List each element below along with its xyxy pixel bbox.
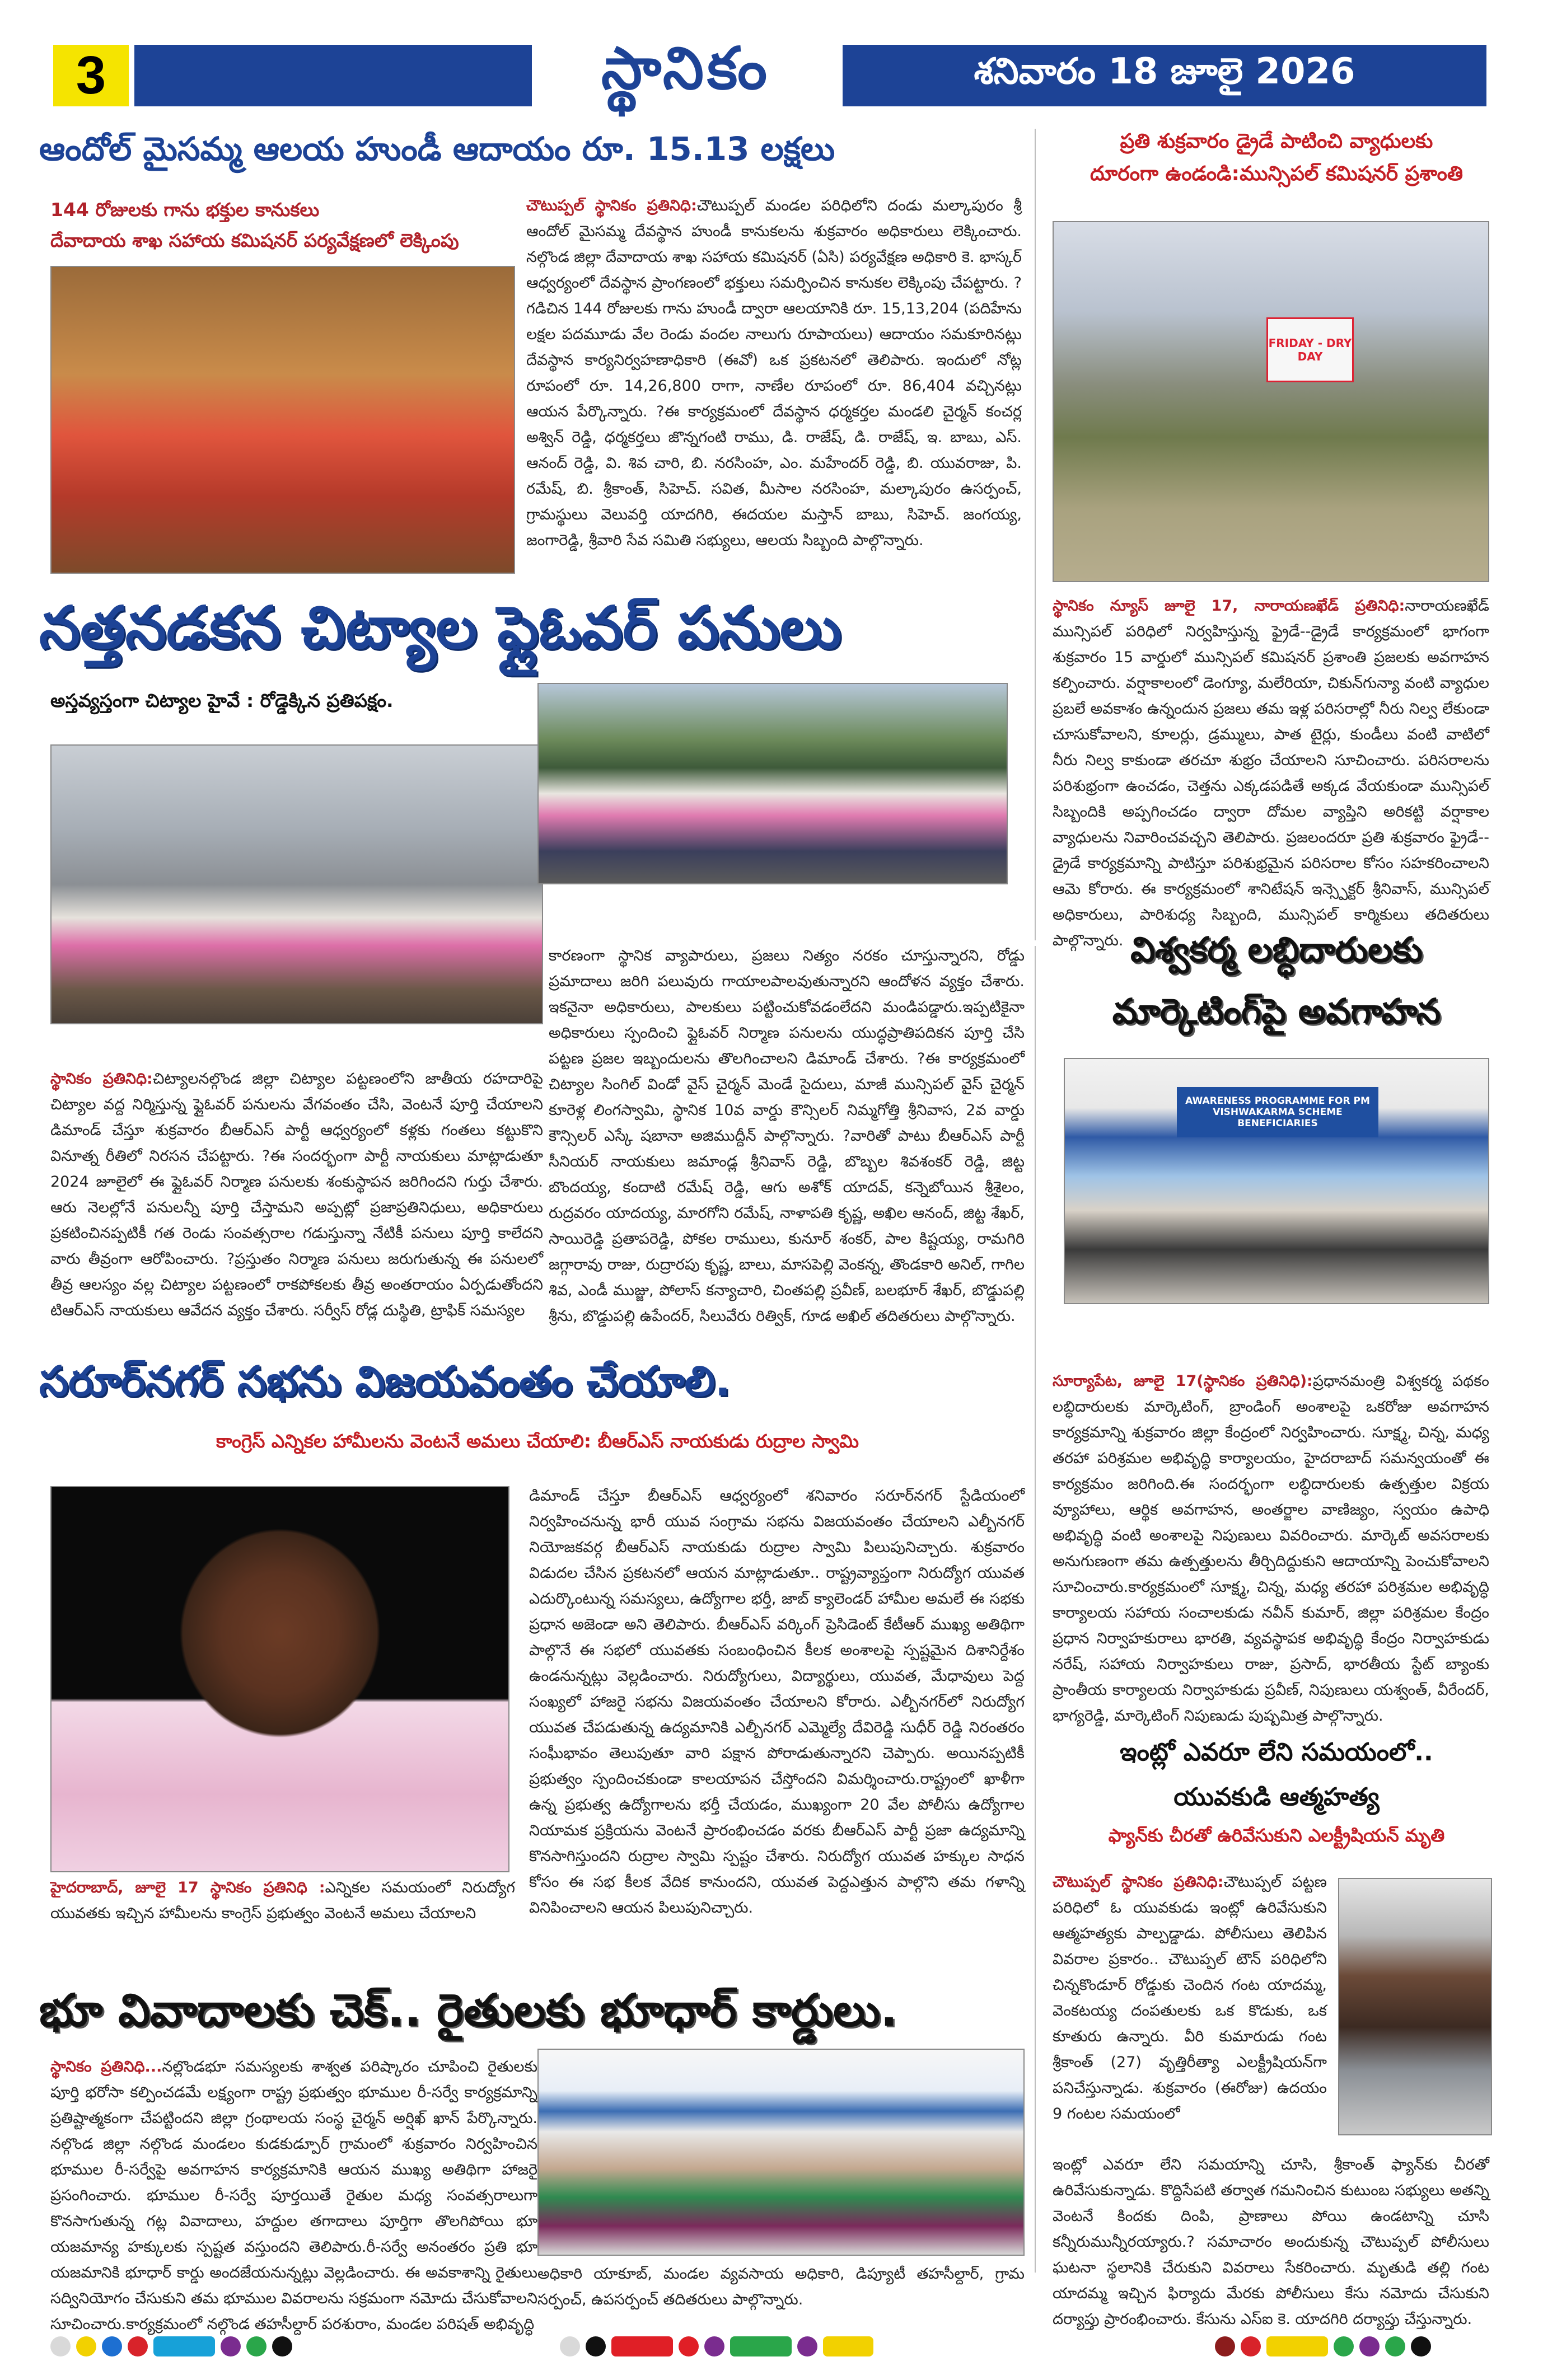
color-dot [50, 2336, 71, 2356]
dryday-photo [1053, 221, 1489, 582]
color-dot [102, 2336, 122, 2356]
article7-text-left: నల్లొండభూ సమస్యలకు శాశ్వత పరిష్కారం చూపించి రైతులకు పూర్తి భరోసా కల్పించడమే లక్ష్యంగా రాష్ట్ర ప్రభుత్వం భూముల రీ-సర్వే కార్యక్రమాన్ని ప్రతిష్టాత్మకంగా చేపట్టిందని జిల్లా గ్రంథాలయ సంస్థ చైర్మన్ అర్షిఖ్ ఖాన్ పేర్కొన్నారు. నల్గొండ జిల్లా నల్గొండ మండలం కుడకుడ్పూర్ గ్రామంలో శుక్రవారం నిర్వహించిన భూముల రీ-సర్వేపై అవగాహన కార్యక్రమానికి ఆయన ముఖ్య అతిథిగా హాజరై ప్రసంగించారు. భూముల రీ-సర్వే పూర్తయితే రైతుల మధ్య సంవత్సరాలుగా కొనసాగుతున్న గట్ల వివాదాలు, హద్దుల తగాదాలు పూర్తిగా తొలగిపోయి భూ యజమాన్య హక్కులకు స్పష్టత వస్తుందని తెలిపారు.రీ-సర్వే అనంతరం ప్రతి భూ యజమానికి భూధార్ కార్డు అందజేయనున్నట్లు వెల్లడించారు. ఈ అవకాశాన్ని రైతులు సద్వినియోగం చేసుకుని తమ భూముల వివరాలను సక్రమంగా నమోదు చేసుకోవాలని సూచించారు.కార్యక్రమంలో నల్గొండ తహసీల్దార్ పరశురాం, మండల పరిషత్ అభివృద్ధి [50, 2058, 538, 2333]
color-dot [128, 2336, 148, 2356]
article3-body-right: కారణంగా స్థానిక వ్యాపారులు, ప్రజలు నిత్యం నరకం చూస్తున్నారని, రోడ్డు ప్రమాదాలు జరిగి పలువురు గాయాలపాలవుతున్నారని ఆందోళన వ్యక్తం చేశారు. ఇకనైనా అధికారులు, పాలకులు పట్టించుకోవడంలేదని మండిపడ్డారు.ఇప్పటికైనా అధికారులు స్పందించి ఫ్లైఓవర్ నిర్మాణ పనులను యుద్ధప్రాతిపదికన పూర్తి చేసి పట్టణ ప్రజల ఇబ్బందులను తొలగించాలని డిమాండ్ చేశారు. ?ఈ కార్యక్రమంలో చిట్యాల సింగిల్ విండో వైస్ చైర్మన్ మెండే సైదులు, మాజీ మున్సిపల్ వైస్ చైర్మన్ కూరెళ్ల లింగస్వామి, స్థానిక 10వ వార్డు కౌన్సిలర్ నిమ్మగోత్తి శ్రీనివాస, 2వ వార్డు కౌన్సిలర్ ఎస్కే షబానా అజిముద్దీన్ పాల్గొన్నారు. ?వారితో పాటు బీఆర్ఎస్ పార్టీ సీనియర్ నాయకులు జమాండ్ల శ్రీనివాస్ రెడ్డి, బొబ్బల శివశంకర్ రెడ్డి, జిట్ట బొందయ్య, కందాటి రమేష్ రెడ్డి, ఆగు అశోక్ యాదవ్, కన్నెబోయిన శ్రీశైలం, రుద్రవరం యాదయ్య, మారగోని రమేష్, నాళాపతి కృష్ణ, అఖిల ఆనంద్, జిట్ట శేఖర్, సాయిరెడ్డి ప్రతాపరెడ్డి, పోకల రాములు, కునూర్ శంకర్, పాల కిష్టయ్య, రామగిరి జగ్గారావు రాజు, రుద్రారపు కృష్ణ, బాలు, మాసపెల్లి వెంకన్న, తొండకారి అనిల్, గాగిల శివ, ఎండీ ముజ్జు, పోలాస్ కన్యాచారి, చింతపల్లి ప్రవీణ్, బలభూర్ శేఖర్, బొడ్డుపల్లి శ్రీను, బొడ్డుపల్లి ఉపేందర్, సిలువేరు రిత్విక్, గూడ అఖిల్ తదితరులు పాల్గొన్నారు. [549, 947, 1025, 1325]
article2-headline-1: ప్రతి శుక్రవారం డ్రైడే పాటించి వ్యాధులకు [1120, 130, 1433, 153]
color-dot [246, 2336, 266, 2356]
article4-headline-1: విశ్వకర్మ లబ్ధిదారులకు [1130, 929, 1423, 970]
article3-text-left: చిట్యాలనల్గొండ జిల్లా చిట్యాల పట్టణంలోని జాతీయ రహదారిపై చిట్యాల వద్ద నిర్మిస్తున్న ఫ్లైఓవర్ పనులను వేగవంతం చేసి, వెంటనే పూర్తి చేయాలని డిమాండ్ చేస్తూ శుక్రవారం బీఆర్ఎస్ పార్టీ ఆధ్వర్యంలో కళ్లకు గంతలు కట్టుకొని వినూత్న రీతిలో నిరసన చేపట్టారు. ?ఈ సందర్భంగా పార్టీ నాయకులు మాట్లాడుతూ 2024 జూలైలో ఈ ఫ్లైఓవర్ నిర్మాణ పనులకు శంకుస్థాపన జరిగిందని గుర్తు చేశారు. ఆరు నెలల్లోనే పనులన్నీ పూర్తి చేస్తామని అప్పట్లో ప్రజాప్రతినిధులు, అధికారులు ప్రకటించినప్పటికీ గత రెండు సంవత్సరాల గడుస్తున్నా నేటికీ పనులు పూర్తి కాలేదని వారు తీవ్రంగా ఆరోపించారు. ?ప్రస్తుతం నిర్మాణ పనులు జరుగుతున్న ఈ పనులలో తీవ్ర ఆలస్యం వల్ల చిట్యాల పట్టణంలో రాకపోకలకు తీవ్ర అంతరాయం ఏర్పడుతోందని టిఆర్ఎస్ నాయకులు ఆవేదన వ్యక్తం చేశారు. సర్వీస్ రోడ్ల దుస్థితి, ట్రాఫిక్ సమస్యల [50, 1070, 543, 1319]
article5-body-left [50, 1875, 515, 1953]
article3-headline: నత్తనడకన చిట్యాల ఫ్లైఓవర్ పనులు [39, 593, 841, 662]
masthead-date: శనివారం 18 జూలై 2026 [843, 45, 1486, 106]
article3-dateline: స్థానికం ప్రతినిధి: [50, 1070, 153, 1088]
column-divider [1035, 946, 1036, 2273]
color-dot [272, 2336, 292, 2356]
vishwakarma-meeting-photo [1064, 1058, 1489, 1304]
article4-dateline: సూర్యాపేట, జూలై 17(స్థానికం ప్రతినిధి): [1053, 1372, 1313, 1390]
color-dot [560, 2336, 580, 2356]
color-dot [221, 2336, 241, 2356]
protest-march-photo [537, 683, 1008, 884]
article7-headline: భూ వివాదాలకు చెక్.. రైతులకు భూధార్ కార్డులు. [39, 1984, 897, 2036]
bhoodhar-meeting-photo [537, 2049, 1025, 2256]
color-dot [76, 2336, 96, 2356]
color-dot [586, 2336, 606, 2356]
color-dot [1241, 2336, 1261, 2356]
article5-headline: సరూర్‌నగర్ సభను విజయవంతం చేయాలి. [39, 1357, 731, 1405]
masthead-band-left [134, 45, 532, 106]
article2-dateline: స్థానికం న్యూస్ జూలై 17, నారాయణఖేడ్ ప్రతినిధి: [1053, 597, 1405, 615]
color-bar [153, 2336, 215, 2356]
article3-subhead: అస్తవ్యస్తంగా చిట్యాల హైవే : రోడ్డెక్కిన ప్రతిపక్షం. [50, 690, 394, 711]
color-bar [611, 2336, 673, 2356]
dryday-banner: FRIDAY - DRY DAY [1266, 317, 1354, 382]
article1-headline: ఆందోల్ మైసమ్మ ఆలయ హుండీ ఆదాయం రూ. 15.13 లక్షలు [39, 130, 835, 168]
color-dot [1385, 2336, 1405, 2356]
color-dot [1411, 2336, 1431, 2356]
article6-text-top: చౌటుప్పల్ పట్టణ పరిధిలో ఓ యువకుడు ఇంట్లో ఉరివేసుకుని ఆత్మహత్యకు పాల్పడ్డాడు. పోలీసులు తెలిపిన వివరాల ప్రకారం.. చౌటుప్పల్ టౌన్ పరిధిలోని చిన్నకొండూర్ రోడ్డుకు చెందిన గంట యాదమ్మ, వెంకటయ్య దంపతులకు ఒక కొడుకు, ఒక కూతురు ఉన్నారు. వీరి కుమారుడు గంట శ్రీకాంత్ (27) వృత్తిరీత్యా ఎలక్ట్రీషియన్‌గా పనిచేస్తున్నాడు. శుక్రవారం (ఈరోజు) ఉదయం 9 గంటల సమయంలో [1053, 1873, 1327, 2123]
article4-headline-2: మార్కెటింగ్‌పై అవగాహన [1112, 991, 1441, 1032]
protest-sitin-photo [50, 744, 543, 1024]
victim-photo [1338, 1878, 1492, 2135]
color-dot [1334, 2336, 1354, 2356]
article5-dateline: హైదరాబాద్, జూలై 17 స్థానికం ప్రతినిధి : [50, 1879, 325, 1896]
color-bar [823, 2336, 873, 2356]
article1-text: చౌటుప్పల్ మండల పరిధిలోని దండు మల్కాపురం శ్రీ ఆందోల్ మైసమ్మ దేవస్థాన హుండీ కానుకలను శుక్రవారం అధికారులు లెక్కించారు. నల్గొండ జిల్లా దేవాదాయ శాఖ సహాయ కమిషనర్ (ఏసి) పర్యవేక్షణ అధికారి కె. భాస్కర్ ఆధ్వర్యంలో దేవస్థాన ప్రాంగణంలో భక్తులు సమర్పించిన కానుకల లెక్కింపు చేపట్టారు. ?గడిచిన 144 రోజులకు గాను హుండీ ద్వారా ఆలయానికి రూ. 15,13,204 (పదిహేను లక్షల పదమూడు వేల రెండు వందల నాలుగు రూపాయలు) ఆదాయం సమకూరినట్లు దేవస్థాన కార్యనిర్వహణాధికారి (ఈవో) ఒక ప్రకటనలో తెలిపారు. ఇందులో నోట్ల రూపంలో రూ. 14,26,800 రాగా, నాణేల రూపంలో రూ. 86,404 వచ్చినట్లు ఆయన పేర్కొన్నారు. ?ఈ కార్యక్రమంలో దేవస్థాన ధర్మకర్తల మండలి చైర్మన్ కంచర్ల అశ్విన్ రెడ్డి, ధర్మకర్తలు జొన్నగంటి రాము, డి. రాజేష్, డి. రాజేష్, ఇ. బాబు, ఎస్. ఆనంద్ రెడ్డి, వి. శివ చారి, బి. నరసింహ, ఎం. మహేందర్ రెడ్డి, బి. యువరాజు, పి. రమేష్, బి. శ్రీకాంత్, సిహెచ్. సవిత, మీసాల నరసింహ, మల్కాపురం ఉసర్పంచ్, గ్రామస్థులు వెలువర్తి యాదగిరి, ఈదయల మస్తాన్ బాబు, సిహెచ్. జంగయ్య, జంగారెడ్డి, శ్రీవారి సేవ సమితి సభ్యులు, ఆలయ సిబ్బంది పాల్గొన్నారు. [526, 197, 1022, 549]
color-strip-left [50, 2335, 342, 2358]
article2-headline-2: దూరంగా ఉండండి:మున్సిపల్ కమిషనర్ ప్రశాంతి [1090, 162, 1463, 185]
color-dot [1215, 2336, 1235, 2356]
rudrala-swamy-portrait [50, 1486, 509, 1872]
color-dot [704, 2336, 724, 2356]
page-number: 3 [53, 45, 129, 106]
article1-subhead-2: దేవాదాయ శాఖ సహాయ కమిషనర్ పర్యవేక్షణలో లెక్కింపు [50, 229, 459, 251]
article5-body-right: డిమాండ్ చేస్తూ బీఆర్ఎస్ ఆధ్వర్యంలో శనివారం సరూర్‌నగర్ స్టేడియంలో నిర్వహించనున్న భారీ యువ సంగ్రామ సభను విజయవంతం చేయాలని ఎల్బీనగర్ నియోజకవర్గ బీఆర్ఎస్ నాయకుడు రుద్రాల స్వామి పిలుపునిచ్చారు. శుక్రవారం విడుదల చేసిన ప్రకటనలో ఆయన మాట్లాడుతూ.. రాష్ట్రవ్యాప్తంగా నిరుద్యోగ యువత ఎదుర్కొంటున్న సమస్యలు, ఉద్యోగాల భర్తీ, జాబ్ క్యాలెండర్ హామీల అమలే ఈ సభకు ప్రధాన అజెండా అని తెలిపారు. బీఆర్ఎస్ వర్కింగ్ ప్రెసిడెంట్ కేటీఆర్ ముఖ్య అతిథిగా పాల్గొనే ఈ సభలో యువతకు సంబంధించిన కీలక అంశాలపై స్పష్టమైన దిశానిర్దేశం ఉండనున్నట్లు వెల్లడించారు. నిరుద్యోగులు, విద్యార్థులు, యువత, మేధావులు పెద్ద సంఖ్యలో హాజరై సభను విజయవంతం చేయాలని కోరారు. ఎల్బీనగర్‌లో నిరుద్యోగ యువత చేపడుతున్న ఉద్యమానికి ఎల్బీనగర్ ఎమ్మెల్యే దేవిరెడ్డి సుధీర్ రెడ్డి నిరంతరం సంఘీభావం తెలుపుతూ వారి పక్షాన పోరాడుతున్నారని చెప్పారు. అయినప్పటికీ ప్రభుత్వం స్పందించకుండా కాలయాపన చేస్తోందని విమర్శించారు.రాష్ట్రంలో ఖాళీగా ఉన్న ప్రభుత్వ ఉద్యోగాలను భర్తీ చేయడం, ముఖ్యంగా 20 వేల పోలీసు ఉద్యోగాల నియామక ప్రక్రియను వెంటనే ప్రారంభించడం వరకు బీఆర్ఎస్ పార్టీ ప్రజా ఉద్యమాన్ని కొనసాగిస్తుందని రుద్రాల స్వామి స్పష్టం చేశారు. నిరుద్యోగ యువత హక్కుల సాధన కోసం ఈ సభ కీలక వేదిక కానుందని, యువత పెద్దఎత్తున పాల్గొని తమ గళాన్ని వినిపించాలని ఆయన పిలుపునిచ్చారు. [529, 1487, 1025, 1917]
color-bar [1266, 2336, 1328, 2356]
vishwakarma-banner: AWARENESS PROGRAMME FOR PM VISHWAKARMA SCHEME BENEFICIARIES [1177, 1087, 1378, 1137]
article5-subhead: కాంగ్రెస్ ఎన్నికల హామీలను వెంటనే అమలు చేయాలి: బీఆర్ఎస్ నాయకుడు రుద్రాల స్వామి [216, 1430, 859, 1452]
color-dot [1359, 2336, 1380, 2356]
article5-text-left: ఎన్నికల సమయంలో నిరుద్యోగ యువతకు ఇచ్చిన హామీలను కాంగ్రెస్ ప్రభుత్వం వెంటనే అమలు చేయాలని [50, 1879, 515, 1922]
color-strip-right [1215, 2335, 1495, 2358]
article2-body [1053, 593, 1489, 952]
color-bar [730, 2336, 792, 2356]
article6-body-top [1053, 1870, 1327, 2149]
article4-text: ప్రధానమంత్రి విశ్వకర్మ పథకం లబ్ధిదారులకు మార్కెటింగ్, బ్రాండింగ్ అంశాలపై ఒకరోజు అవగాహన కార్యక్రమాన్ని శుక్రవారం జిల్లా కేంద్రంలో నిర్వహించారు. సూక్ష్మ, చిన్న, మధ్య తరహా పరిశ్రమల అభివృద్ధి కార్యాలయం, హైదరాబాద్ సమన్వయంతో ఈ కార్యక్రమం జరిగింది.ఈ సందర్భంగా లబ్ధిదారులకు ఉత్పత్తుల విక్రయ వ్యూహాలు, ఆర్థిక అవగాహన, అంతర్జాల వాణిజ్యం, స్వయం ఉపాధి అభివృద్ధి వంటి అంశాలపై నిపుణులు వివరించారు. మార్కెట్ అవసరాలకు అనుగుణంగా తమ ఉత్పత్తులను తీర్చిదిద్దుకుని ఆదాయాన్ని పెంచుకోవాలని సూచించారు.కార్యక్రమంలో సూక్ష్మ, చిన్న, మధ్య తరహా పరిశ్రమల అభివృద్ధి కార్యాలయ సహాయ సంచాలకుడు నవీన్ కుమార్, జిల్లా పరిశ్రమల కేంద్రం ప్రధాన నిర్వాహకురాలు భారతి, వ్యవస్థాపక అభివృద్ధి కేంద్రం నిర్వాహకుడు నరేష్, సహాయ నిర్వాహకులు రాజు, ప్రసాద్, భారతీయ స్టేట్ బ్యాంకు ప్రాంతీయ కార్యాలయ నిర్వాహకుడు ప్రవీణ్, నిపుణులు యశ్వంత్, వీరేందర్, భాగ్యరెడ్డి, మార్కెటింగ్ నిపుణుడు పుష్పమిత్ర పాల్గొన్నారు. [1053, 1372, 1489, 1725]
article6-dateline: చౌటుప్పల్ స్థానికం ప్రతినిధి: [1053, 1873, 1224, 1891]
article4-body [1053, 1369, 1489, 1727]
column-divider [1035, 129, 1036, 940]
article6-body-bottom: ఇంట్లో ఎవరూ లేని సమయాన్ని చూసి, శ్రీకాంత్ ఫ్యాన్‌కు చీరతో ఉరివేసుకున్నాడు. కొద్దిసేపటి తర్వాత గమనించిన కుటుంబ సభ్యులు అతన్ని వెంటనే కిందకు దింపి, ప్రాణాలు పోయి ఉండటాన్ని చూసి కన్నీరుమున్నీరయ్యారు.? సమాచారం అందుకున్న చౌటుప్పల్ పోలీసులు ఘటనా స్థలానికి చేరుకుని వివరాలు సేకరించారు. మృతుడి తల్లి గంట యాదమ్మ ఇచ్చిన ఫిర్యాదు మేరకు పోలీసులు కేసు నమోదు చేసుకుని దర్యాప్తు ప్రారంభించారు. కేసును ఎస్ఐ కె. యాదగిరి దర్యాప్తు చేస్తున్నారు. [1053, 2156, 1489, 2328]
article6-subhead: ఫ్యాన్‌కు చీరతో ఉరివేసుకుని ఎలక్ట్రీషియన్ మృతి [1108, 1825, 1445, 1846]
temple-hundi-photo [50, 266, 515, 574]
article2-text: నారాయణఖేడ్ మున్సిపల్ పరిధిలో నిర్వహిస్తున్న ఫ్రైడే--డ్రైడే కార్యక్రమంలో భాగంగా శుక్రవారం 15 వార్డులో మున్సిపల్ కమిషనర్ ప్రశాంతి ప్రజలకు అవగాహన కల్పించారు. వర్షాకాలంలో డెంగ్యూ, మలేరియా, చికున్‌గున్యా వంటి వ్యాధుల ప్రబలే అవకాశం ఉన్నందున ప్రజలు తమ ఇళ్ల పరిసరాల్లో నీరు నిల్వ లేకుండా చూసుకోవాలని, కూలర్లు, డ్రమ్ములు, పాత టైర్లు, కుండీలు వంటి వాటిలో నీరు నిల్వ కాకుండా తరచూ శుభ్రం చేయాలని సూచించారు. పరిసరాలను పరిశుభ్రంగా ఉంచడం, చెత్తను ఎక్కడపడితే అక్కడ వేయకుండా మున్సిపల్ సిబ్బందికి అప్పగించడం ద్వారా దోమల వ్యాప్తిని అరికట్టి వర్షాకాల వ్యాధులను నివారించవచ్చని తెలిపారు. ప్రజలందరూ ప్రతి శుక్రవారం ఫ్రైడే--డ్రైడే కార్యక్రమాన్ని పాటిస్తూ పరిశుభ్రమైన పరిసరాల కోసం సహకరించాలని ఆమె కోరారు. ఈ కార్యక్రమంలో శానిటేషన్ ఇన్స్పెక్టర్ శ్రీనివాస్, మున్సిపల్ అధికారులు, పారిశుధ్య సిబ్బంది, మున్సిపల్ కార్మికులు తదితరులు పాల్గొన్నారు. [1053, 597, 1489, 949]
article1-subhead-1: 144 రోజులకు గాను భక్తుల కానుకలు [50, 199, 320, 221]
newspaper-logo: స్థానికం [601, 34, 771, 102]
article7-dateline: స్థానికం ప్రతినిధి... [50, 2058, 162, 2076]
color-dot [797, 2336, 817, 2356]
article7-caption: అధికారి యాకూబ్, మండల వ్యవసాయ అధికారి, డిప్యూటీ తహసీల్దార్, గ్రామ సర్పంచ్, ఉపసర్పంచ్ తదితరులు పాల్గొన్నారు. [537, 2265, 1025, 2308]
article6-headline-2: యువకుడి ఆత్మహత్య [1173, 1783, 1380, 1811]
article6-headline-1: ఇంట్లో ఎవరూ లేని సమయంలో.. [1120, 1738, 1433, 1767]
color-strip-mid [560, 2335, 985, 2358]
color-dot [679, 2336, 699, 2356]
article1-body [526, 193, 1022, 574]
article7-body-left [50, 2054, 538, 2333]
article1-dateline: చౌటుప్పల్ స్థానికం ప్రతినిధి: [526, 197, 697, 214]
